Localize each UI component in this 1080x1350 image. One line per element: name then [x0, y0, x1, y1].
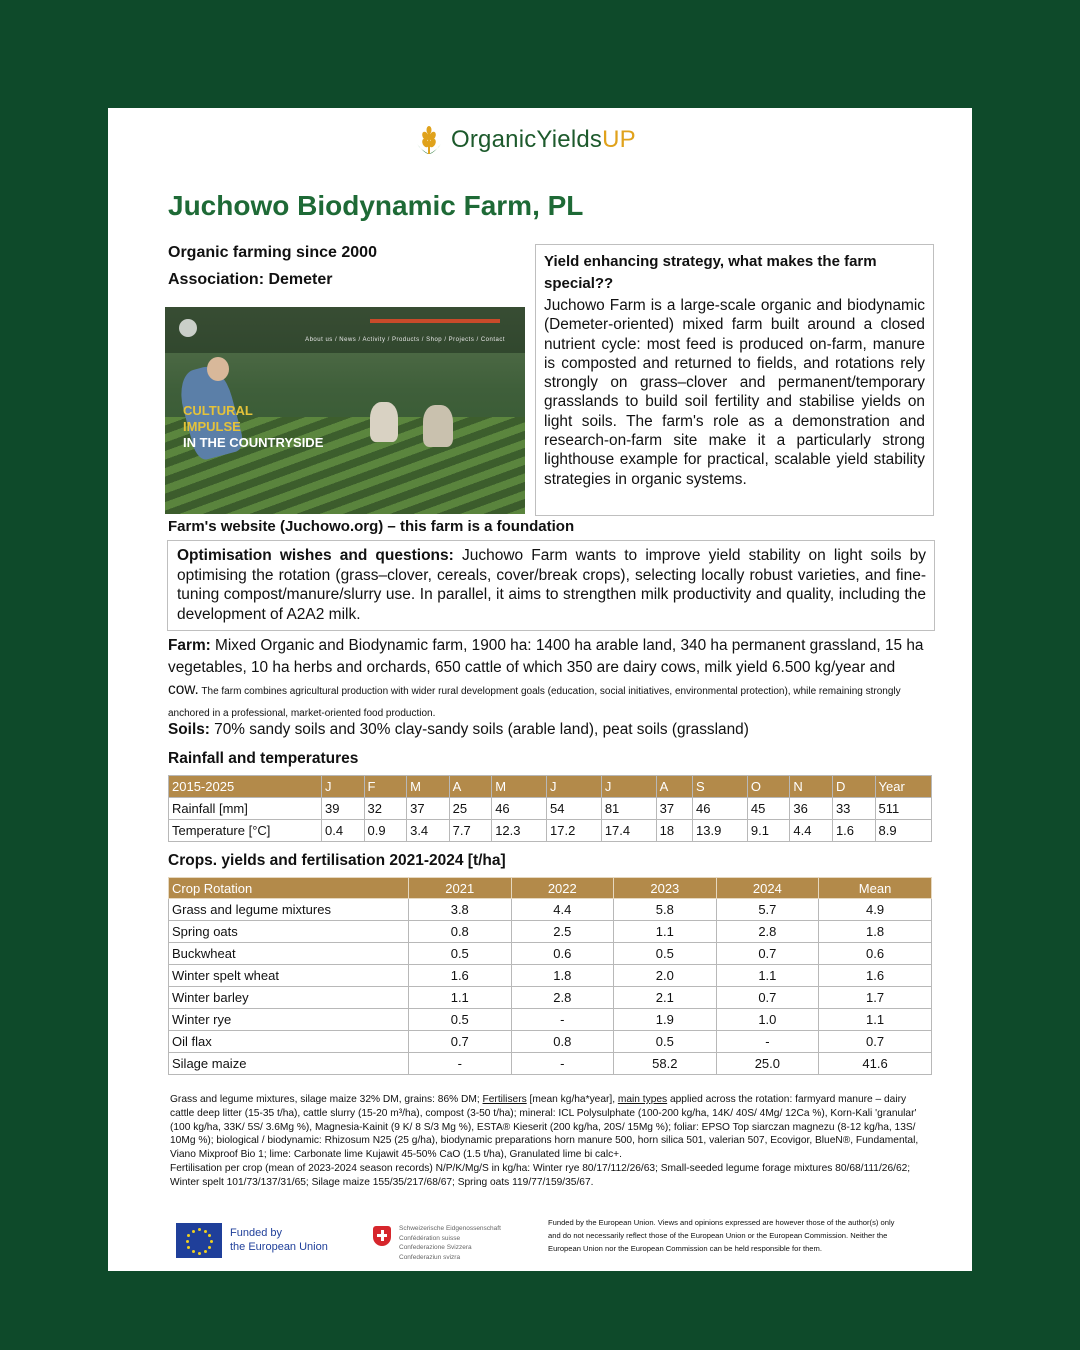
eu-line-2: the European Union: [230, 1241, 328, 1253]
rainfall-row: [169, 798, 932, 820]
swiss-line: Confederazione Svizzera: [399, 1244, 472, 1251]
temperature-cell: 1.6: [832, 820, 875, 842]
crop-name-cell: Winter rye: [169, 1009, 409, 1031]
yield-cell: 0.8: [511, 1031, 614, 1053]
yield-cell: 41.6: [819, 1053, 932, 1075]
swiss-line: Confederaziun svizra: [399, 1253, 461, 1261]
crops-header-cell: 2024: [716, 878, 819, 899]
rainfall-header-cell: O: [747, 776, 790, 798]
notes-underlined: Fertilisers: [482, 1094, 527, 1105]
rainfall-cell: 54: [547, 798, 602, 820]
notes-underlined: main types: [617, 1094, 668, 1105]
yield-cell: 2.1: [614, 987, 717, 1009]
notes-text: Grass and legume mixtures, silage maize 32% DM, grains: 86% DM;: [170, 1094, 483, 1105]
temperature-cell: Temperature [°C]: [169, 820, 322, 842]
rainfall-cell: 25: [449, 798, 492, 820]
yield-cell: 1.6: [819, 965, 932, 987]
yield-cell: 0.7: [819, 1031, 932, 1053]
yield-cell: 0.7: [716, 987, 819, 1009]
yield-cell: 0.6: [819, 943, 932, 965]
notes-text: applied across the rotation: farmyard manure – dairy cattle deep litter (15-35 t/ha), cattle slurry (15-20 m³/ha), compost (3-50 t/ha); mineral: ICL Polysulphate (100-200 kg/ha, 14K/ 40S/ 4Mg/ 12Ca %), Korn-Kali 'granular' (100 kg/ha, 33K/ 5S/ 3.6Mg %), Magnesia-Kainit (9 K/ 8 S/3 Mg %), ESTA® Kieserit (200 kg/ha, 20S/ 15Mg %); foliar: EPSO Top siarczan magnezu (8-12 kg/ha, 13S/ 10Mg %); biological / biodynamic: Rhizosum N25 (25 g/ha), biodynamic preparations horn manure 500, horn silica 501, valerian 507, Ecovigor, BlueN®, Fundamental, Viano Mixproof Bio 1; lime: Carbonate lime Kujawit 45-50% CaO (1.5 t/ha), Granulated lime bi calc+.: [170, 1094, 919, 1161]
farm-small-text: The farm combines agricultural production with wider rural development goals (education, social initiatives, environmental protection), while remaining strongly anchored in a professional, market-oriented food production.: [168, 686, 901, 719]
swiss-line: Confédération suisse: [399, 1234, 461, 1242]
crop-name-cell: Buckwheat: [169, 943, 409, 965]
table-row: [169, 965, 932, 987]
yield-cell: 4.9: [819, 899, 932, 921]
table-row: [169, 1031, 932, 1053]
soils-text: 70% sandy soils and 30% clay-sandy soils (arable land), peat soils (grassland): [209, 721, 749, 738]
table-row: [169, 1053, 932, 1075]
notes-text: [mean kg/ha*year],: [526, 1094, 618, 1105]
table-row: [169, 1009, 932, 1031]
hero-line-2: IMPULSE: [183, 419, 241, 434]
temperature-cell: 13.9: [693, 820, 748, 842]
yield-cell: 2.5: [511, 921, 614, 943]
rainfall-header-cell: 2015-2025: [169, 776, 322, 798]
rainfall-header-cell: J: [547, 776, 602, 798]
rainfall-header-cell: M: [407, 776, 450, 798]
yield-cell: 1.9: [614, 1009, 717, 1031]
hero-line-3: IN THE COUNTRYSIDE: [183, 435, 324, 450]
eu-funding-label: [230, 1226, 328, 1254]
yield-cell: 1.1: [716, 965, 819, 987]
factsheet-page: [108, 108, 972, 1271]
strategy-box: [535, 244, 934, 516]
brand-name-main: OrganicYields: [451, 126, 603, 153]
farm-label: Farm:: [168, 637, 211, 654]
rainfall-header-cell: M: [492, 776, 547, 798]
temperature-row: [169, 820, 932, 842]
yield-cell: 0.5: [614, 943, 717, 965]
temperature-cell: 17.2: [547, 820, 602, 842]
rainfall-header-row: [169, 776, 932, 798]
notes-paragraph-1: [170, 1093, 928, 1162]
yield-cell: 5.7: [716, 899, 819, 921]
crops-header-cell: 2022: [511, 878, 614, 899]
table-row: [169, 943, 932, 965]
brand-logo: [413, 122, 636, 158]
farm-text: Mixed Organic and Biodynamic farm, 1900 ha: 1400 ha arable land, 340 ha permanent grassland, 15 ha vegetables, 10 ha herbs and orchards, 650 cattle of which 350 are dairy cows, milk yield 6.500 kg/year and cow.: [168, 637, 924, 698]
yield-cell: 25.0: [716, 1053, 819, 1075]
eu-disclaimer: Funded by the European Union. Views and opinions expressed are however those of the author(s) only and do not necessarily reflect those of the European Union or the European Commission. Neither the European Union nor the European Commission can be held responsible for them.: [548, 1218, 895, 1253]
rainfall-cell: 511: [875, 798, 932, 820]
optimisation-label: Optimisation wishes and questions:: [177, 547, 454, 564]
swiss-shield-icon: [373, 1226, 391, 1246]
worker-figure: [370, 402, 398, 442]
swiss-line: Schweizerische Eidgenossenschaft: [399, 1225, 501, 1232]
temperature-cell: 4.4: [790, 820, 833, 842]
swiss-confederation-label: [399, 1224, 501, 1262]
yield-cell: -: [511, 1009, 614, 1031]
website-banner-strip: [370, 319, 500, 323]
temperature-cell: 3.4: [407, 820, 450, 842]
temperature-cell: 7.7: [449, 820, 492, 842]
rainfall-heading: Rainfall and temperatures: [168, 750, 359, 767]
rainfall-header-cell: N: [790, 776, 833, 798]
yield-cell: 3.8: [409, 899, 512, 921]
yield-cell: 1.0: [716, 1009, 819, 1031]
rainfall-header-cell: A: [449, 776, 492, 798]
rainfall-cell: 37: [656, 798, 692, 820]
page-title: Juchowo Biodynamic Farm, PL: [168, 190, 584, 221]
yield-cell: 1.1: [409, 987, 512, 1009]
website-hero-heading: [183, 403, 323, 451]
yield-cell: 1.8: [511, 965, 614, 987]
rainfall-header-cell: J: [601, 776, 656, 798]
yield-cell: 2.8: [716, 921, 819, 943]
soils-label: Soils:: [168, 721, 210, 738]
rainfall-cell: 45: [747, 798, 790, 820]
optimisation-paragraph: [177, 546, 926, 624]
table-row: [169, 987, 932, 1009]
crops-header-cell: Mean: [819, 878, 932, 899]
temperature-cell: 0.9: [364, 820, 407, 842]
crop-name-cell: Grass and legume mixtures: [169, 899, 409, 921]
crops-header-row: [169, 878, 932, 899]
table-row: [169, 921, 932, 943]
website-caption: Farm's website (Juchowo.org) – this farm is a foundation: [168, 518, 575, 535]
crops-header-cell: Crop Rotation: [169, 878, 409, 899]
table-row: [169, 899, 932, 921]
website-logo: [179, 319, 197, 337]
rainfall-cell: 37: [407, 798, 450, 820]
temperature-cell: 18: [656, 820, 692, 842]
eu-flag-icon: [176, 1223, 222, 1258]
farm-description: [168, 635, 928, 723]
brand-name-up: UP: [602, 126, 636, 153]
rainfall-table: [168, 775, 932, 842]
crops-heading: Crops. yields and fertilisation 2021-2024 [t/ha]: [168, 852, 506, 869]
yield-cell: 0.5: [614, 1031, 717, 1053]
rainfall-cell: 39: [322, 798, 365, 820]
yield-cell: -: [716, 1031, 819, 1053]
website-nav-items: About us / News / Activity / Products / Shop / Projects / Contact: [305, 337, 505, 343]
rainfall-cell: 36: [790, 798, 833, 820]
strategy-text: Juchowo Farm is a large-scale organic and biodynamic (Demeter-oriented) mixed farm built around a closed nutrient cycle: most feed is produced on-farm, manure is composted and returned to fields, and rotations rely strongly on grass–clover and permanent/temporary grasslands to build soil fertility and stabilise yields on light soils. The farm's role as a demonstration and research-on-farm site make it a particularly strong lighthouse example for practical, scalable yield stability strategies in organic systems.: [544, 297, 925, 488]
rainfall-header-cell: F: [364, 776, 407, 798]
eu-line-1: Funded by: [230, 1227, 282, 1239]
yield-cell: 1.1: [614, 921, 717, 943]
rainfall-cell: 46: [693, 798, 748, 820]
soils-description: [168, 721, 749, 739]
temperature-cell: 8.9: [875, 820, 932, 842]
website-nav-bar: [165, 307, 525, 353]
optimisation-box: [167, 540, 935, 631]
crop-name-cell: Winter barley: [169, 987, 409, 1009]
temperature-cell: 17.4: [601, 820, 656, 842]
crop-name-cell: Oil flax: [169, 1031, 409, 1053]
yield-cell: 0.5: [409, 943, 512, 965]
rainfall-cell: 32: [364, 798, 407, 820]
temperature-cell: 9.1: [747, 820, 790, 842]
fertilisation-notes: [170, 1093, 928, 1190]
yield-cell: 5.8: [614, 899, 717, 921]
yield-cell: 0.8: [409, 921, 512, 943]
association: Association: Demeter: [168, 271, 333, 288]
rainfall-header-cell: Year: [875, 776, 932, 798]
yield-cell: -: [409, 1053, 512, 1075]
worker-figure: [423, 405, 453, 447]
farmer-head: [207, 357, 229, 381]
yield-cell: 58.2: [614, 1053, 717, 1075]
farm-website-screenshot: [165, 307, 525, 514]
yield-cell: 2.0: [614, 965, 717, 987]
yield-cell: 1.7: [819, 987, 932, 1009]
brand-name: [451, 126, 636, 154]
yield-cell: 0.7: [409, 1031, 512, 1053]
yield-cell: -: [511, 1053, 614, 1075]
yield-cell: 2.8: [511, 987, 614, 1009]
yield-cell: 0.5: [409, 1009, 512, 1031]
rainfall-header-cell: D: [832, 776, 875, 798]
crop-name-cell: Winter spelt wheat: [169, 965, 409, 987]
crops-table: [168, 877, 932, 1075]
temperature-cell: 0.4: [322, 820, 365, 842]
rainfall-header-cell: A: [656, 776, 692, 798]
optimisation-text: Juchowo Farm wants to improve yield stability on light soils by optimising the rotation (grass–clover, cereals, cover/break crops), selecting locally robust varieties, and fine-tuning compost/manure/slurry use. In parallel, it aims to strengthen milk productivity and quality, including the development of A2A2 milk.: [177, 547, 926, 623]
yield-cell: 1.6: [409, 965, 512, 987]
rainfall-cell: Rainfall [mm]: [169, 798, 322, 820]
yield-cell: 4.4: [511, 899, 614, 921]
organic-since: Organic farming since 2000: [168, 244, 377, 261]
hero-line-1: CULTURAL: [183, 403, 253, 418]
notes-paragraph-2: Fertilisation per crop (mean of 2023-2024 season records) N/P/K/Mg/S in kg/ha: Winter rye 80/17/112/26/63; Small-seeded legume forage mixtures 80/68/111/26/62; Winter spelt 101/73/137/31/65; Silage maize 155/35/217/68/67; Spring oats 119/77/159/35/67.: [170, 1162, 911, 1188]
yield-cell: 1.1: [819, 1009, 932, 1031]
rainfall-header-cell: S: [693, 776, 748, 798]
yield-cell: 0.7: [716, 943, 819, 965]
temperature-cell: 12.3: [492, 820, 547, 842]
crops-header-cell: 2021: [409, 878, 512, 899]
rainfall-cell: 46: [492, 798, 547, 820]
wheat-leaf-icon: [413, 124, 445, 156]
rainfall-cell: 81: [601, 798, 656, 820]
rainfall-cell: 33: [832, 798, 875, 820]
crop-name-cell: Spring oats: [169, 921, 409, 943]
yield-cell: 0.6: [511, 943, 614, 965]
strategy-heading: Yield enhancing strategy, what makes the farm special??: [544, 253, 877, 292]
crop-name-cell: Silage maize: [169, 1053, 409, 1075]
yield-cell: 1.8: [819, 921, 932, 943]
rainfall-header-cell: J: [322, 776, 365, 798]
crops-header-cell: 2023: [614, 878, 717, 899]
